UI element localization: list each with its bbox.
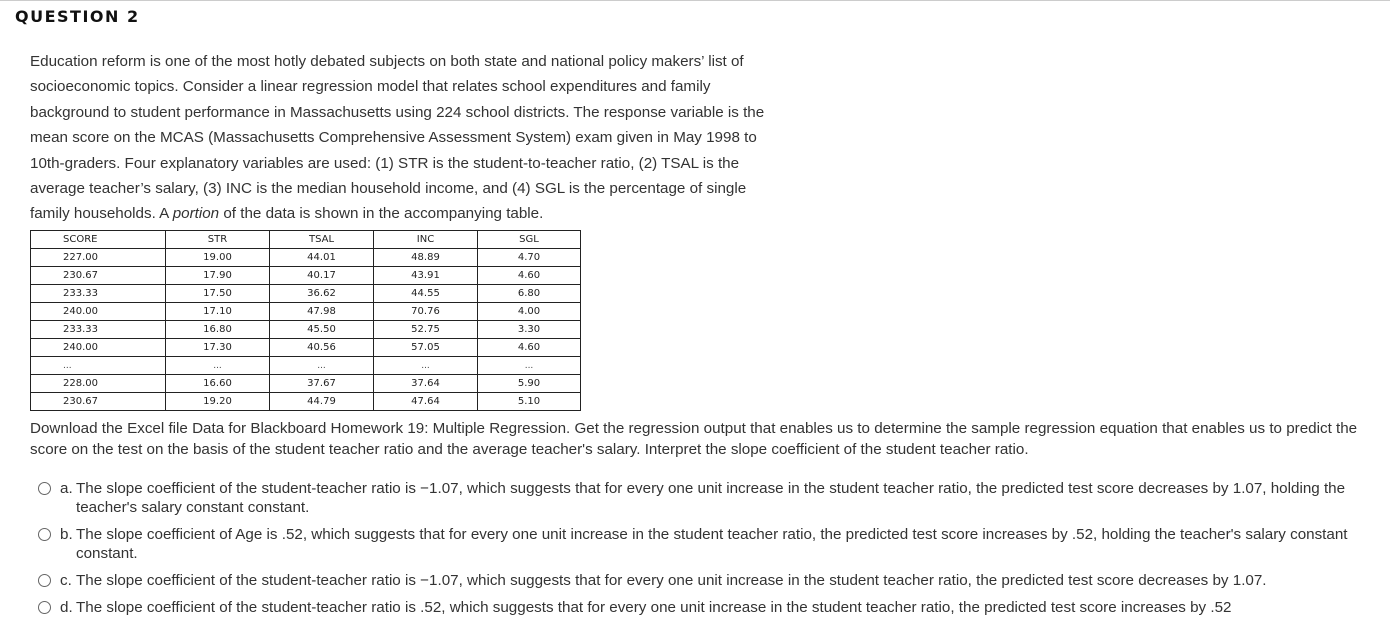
table-cell: 40.56 (270, 339, 374, 357)
radio-button-icon[interactable] (38, 482, 51, 495)
table-cell: ... (31, 357, 166, 375)
table-cell: 52.75 (374, 321, 478, 339)
table-cell: 4.60 (478, 267, 581, 285)
table-cell: 228.00 (31, 375, 166, 393)
table-row (31, 303, 581, 321)
table-cell: 40.17 (270, 267, 374, 285)
table-cell: 47.64 (374, 393, 478, 411)
table-cell: 17.90 (166, 267, 270, 285)
table-cell: 17.10 (166, 303, 270, 321)
table-cell: 17.30 (166, 339, 270, 357)
table-cell: 240.00 (31, 303, 166, 321)
table-cell: ... (478, 357, 581, 375)
stem-text: Education reform is one of the most hotly debated subjects on both state and national policy makers’ list of socioeconomic topics. Consider a linear regression model that relates school expenditures and family background to student performance in Massachusetts using 224 school districts. The response variable is the mean score on the MCAS (Massachusetts Comprehensive Assessment System) exam given in May 1998 to 10th-graders. Four explanatory variables are used: (1) STR is the student-to-teacher ratio, (2) TSAL is the average teacher’s salary, (3) INC is the median household income, and (4) SGL is the percentage of single family households. A (30, 53, 765, 223)
table-cell: 37.64 (374, 375, 478, 393)
stem-text-end: of the data is shown in the accompanying table. (219, 205, 544, 223)
col-header-tsal: TSAL (270, 231, 374, 249)
table-row (31, 285, 581, 303)
radio-button-icon[interactable] (38, 574, 51, 587)
table-row (31, 249, 581, 267)
table-header-row (31, 231, 581, 249)
top-divider (0, 0, 1390, 1)
table-cell: 3.30 (478, 321, 581, 339)
table-cell: 230.67 (31, 393, 166, 411)
table-cell: 44.55 (374, 285, 478, 303)
table-cell: 37.67 (270, 375, 374, 393)
table-row-ellipsis (31, 357, 581, 375)
table-cell: 4.70 (478, 249, 581, 267)
option-letter: c. (60, 572, 72, 589)
table-row (31, 267, 581, 285)
table-cell: ... (166, 357, 270, 375)
table-row (31, 339, 581, 357)
data-table (30, 230, 581, 411)
question-stem (30, 49, 790, 227)
radio-button-icon[interactable] (38, 528, 51, 541)
table-row (31, 375, 581, 393)
table-cell: 227.00 (31, 249, 166, 267)
table-cell: 19.20 (166, 393, 270, 411)
table-cell: 44.79 (270, 393, 374, 411)
table-cell: 233.33 (31, 285, 166, 303)
table-cell: 70.76 (374, 303, 478, 321)
table-cell: 230.67 (31, 267, 166, 285)
table-cell: 57.05 (374, 339, 478, 357)
option-letter: d. (60, 599, 73, 616)
instructions-text: Download the Excel file Data for Blackboard Homework 19: Multiple Regression. Get the regression output that enables us to determine the sample regression equation that enables us to predict the score on the test on the basis of the student teacher ratio and the average teacher's salary. Interpret the slope coefficient of the student teacher ratio. (30, 420, 1358, 458)
table-cell: 48.89 (374, 249, 478, 267)
option-text: The slope coefficient of the student-teacher ratio is −1.07, which suggests that for every one unit increase in the student teacher ratio, the predicted test score decreases by 1.07. (76, 572, 1267, 589)
option-text: The slope coefficient of Age is .52, which suggests that for every one unit increase in the student teacher ratio, the predicted test score increases by .52, holding the teacher's salary constant constant. (76, 526, 1348, 562)
table-cell: 4.00 (478, 303, 581, 321)
option-letter: a. (60, 480, 73, 497)
table-cell: 36.62 (270, 285, 374, 303)
table-cell: 5.10 (478, 393, 581, 411)
stem-emphasis: portion (172, 205, 220, 223)
col-header-score: SCORE (31, 231, 166, 249)
table-cell: 45.50 (270, 321, 374, 339)
table-cell: 19.00 (166, 249, 270, 267)
table-cell: 233.33 (31, 321, 166, 339)
table-cell: 240.00 (31, 339, 166, 357)
table-cell: 16.80 (166, 321, 270, 339)
table-cell: 16.60 (166, 375, 270, 393)
table-cell: 47.98 (270, 303, 374, 321)
question-title: QUESTION 2 (15, 7, 140, 26)
radio-button-icon[interactable] (38, 601, 51, 614)
table-cell: ... (374, 357, 478, 375)
table-cell: ... (270, 357, 374, 375)
col-header-str: STR (166, 231, 270, 249)
col-header-inc: INC (374, 231, 478, 249)
table-row (31, 321, 581, 339)
col-header-sgl: SGL (478, 231, 581, 249)
table-cell: 5.90 (478, 375, 581, 393)
option-text: The slope coefficient of the student-teacher ratio is .52, which suggests that for every one unit increase in the student teacher ratio, the predicted test score increases by .52 (76, 599, 1232, 616)
table-cell: 6.80 (478, 285, 581, 303)
option-text: The slope coefficient of the student-teacher ratio is −1.07, which suggests that for every one unit increase in the student teacher ratio, the predicted test score decreases by 1.07, holding the teacher's salary constant constant. (76, 480, 1346, 516)
table-cell: 4.60 (478, 339, 581, 357)
table-row (31, 393, 581, 411)
table-cell: 43.91 (374, 267, 478, 285)
table-cell: 17.50 (166, 285, 270, 303)
table-cell: 44.01 (270, 249, 374, 267)
option-letter: b. (60, 526, 73, 543)
